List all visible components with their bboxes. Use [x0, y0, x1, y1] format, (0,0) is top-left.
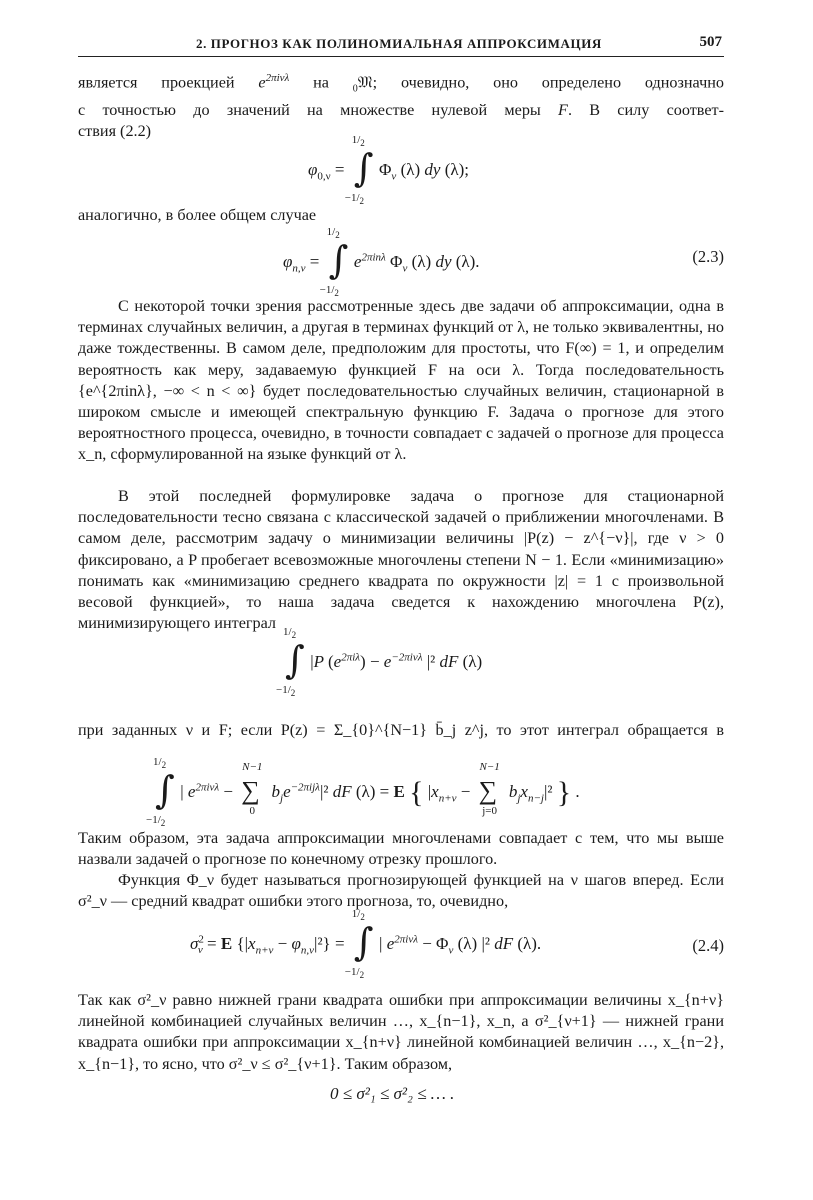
equation-chain: 0 ≤ σ²₁ ≤ σ²₂ ≤ … . [330, 1084, 455, 1103]
similarly-line [78, 205, 724, 226]
running-head: 2. ПРОГНОЗ КАК ПОЛИНОМИАЛЬНАЯ АППРОКСИМАЦИЯ [196, 36, 602, 51]
equation-2-3-label: (2.3) [692, 247, 724, 266]
similarly-text: аналогично, в более общем случае [78, 206, 317, 224]
paragraph-5-text: Таким образом, эта задача аппроксимации многочленами совпадает с тем, что мы выше назвали задачей о прогнозе по конечному отрезку прошлого. [78, 829, 724, 869]
page-header [78, 30, 724, 57]
paragraph-3 [78, 486, 724, 634]
equation-2-4: $\sigma^2_\nu = E$ $\{|x_{n+\nu} - \varphi_{n,\nu}|^2\}$ = $1/_2$ ∫ $-1/_2$ | $e^{2\pi i\nu\lambda} - \Phi_\nu$ (λ) |² dF (λ). [190, 908, 542, 981]
paragraph-2 [78, 296, 724, 466]
paragraph-1-line-2: с точностью до значений на множестве нулевой меры F. В силу соответ- [78, 100, 725, 119]
paragraph-1-line-1: является проекцией $e^{2\pi i\nu\lambda}$ на $_0$𝔐; очевидно, оно определено однозначно [78, 72, 724, 95]
paragraph-3-text: В этой последней формулировке задача о прогнозе для стационарной последовательности тесно связана с классической задачей о приближении многочленами. В самом деле, рассмотрим задачу о минимизации величины |P(z) − z^{−ν}|, где ν > 0 фиксировано, а P пробегает всевозможные многочлены степени N − 1. Если «минимизацию» понимать как «минимизацию среднего квадрата по окружности |z| = 1 с произвольной весовой функцией», то наша задача сведется к нахождению многочлена P(z), минимизирующего интеграл [78, 487, 724, 633]
equation-phi0: $\varphi_{0,\nu}$ = $1/_2$ ∫ $-1/_2$ $\Phi_\nu$ (λ) dy (λ); [308, 134, 469, 207]
paragraph-2-text: С некоторой точки зрения рассмотренные здесь две задачи об аппроксимации, одна в терминах случайных величин, а другая в терминах функций от λ, не только эквивалентны, но даже тождественны. В самом деле, предположим для простоты, что F(∞) = 1, и определим вероятность как меру, задаваемую функцией F на оси λ. Тогда последовательность {e^{2πinλ}, −∞ < n < ∞} будет последовательностью случайных величин, стационарной в широком смысле и имеющей спектральную функцию F. Задача о прогнозе для этого вероятностного процесса, очевидно, в точности совпадает с задачей о прогнозе для процесса x_n, сформулированной на языке функций от λ. [78, 297, 724, 464]
page-number: 507 [699, 34, 722, 50]
equation-expectation: $1/_2$ ∫ $-1/_2$ | $e^{2\pi i\nu\lambda}$ − N−1 ∑ 0 $b_je^{-2\pi ij\lambda}|^2$ dF (λ) = E { $|x_{n+\nu}$ − N−1 ∑ j=0 $b_jx_{n-j}|^2$ } . [146, 756, 580, 829]
equation-2-4-label: (2.4) [692, 936, 724, 955]
paragraph-7 [78, 990, 724, 1075]
equation-integral: $1/_2$ ∫ $-1/_2$ |P $(e^{2\pi i\lambda}) - e^{-2\pi i\nu\lambda}$ |² dF (λ) [276, 626, 483, 699]
equation-2-3: $\varphi_{n,\nu}$ = $1/_2$ ∫ $-1/_2$ $e^{2\pi in\lambda}$ $\Phi_\nu$ (λ) dy (λ). [283, 226, 480, 299]
paragraph-4-text: при заданных ν и F; если P(z) = Σ_{0}^{N−1} b̄_j z^j, то этот интеграл обращается в [78, 721, 724, 739]
paragraph-1 [78, 68, 724, 142]
paragraph-1-line-3: ствия (2.2) [78, 122, 152, 141]
paragraph-6 [78, 870, 724, 912]
paragraph-7-text: Так как σ²_ν равно нижней грани квадрата ошибки при аппроксимации величины x_{n+ν} линейной комбинацией случайных величин …, x_{n−1}, x_n, а σ²_{ν+1} — нижней грани квадрата ошибки при аппроксимации x_{n+ν} линейной комбинацией величин …, x_{n−2}, x_{n−1}, то ясно, что σ²_ν ≤ σ²_{ν+1}. Таким образом, [78, 991, 724, 1073]
paragraph-6-text: Функция Φ_ν будет называться прогнозирующей функцией на ν шагов вперед. Если σ²_ν — средний квадрат ошибки этого прогноза, то, очевидно, [78, 871, 724, 911]
paragraph-5 [78, 828, 724, 870]
paragraph-4 [78, 720, 724, 741]
